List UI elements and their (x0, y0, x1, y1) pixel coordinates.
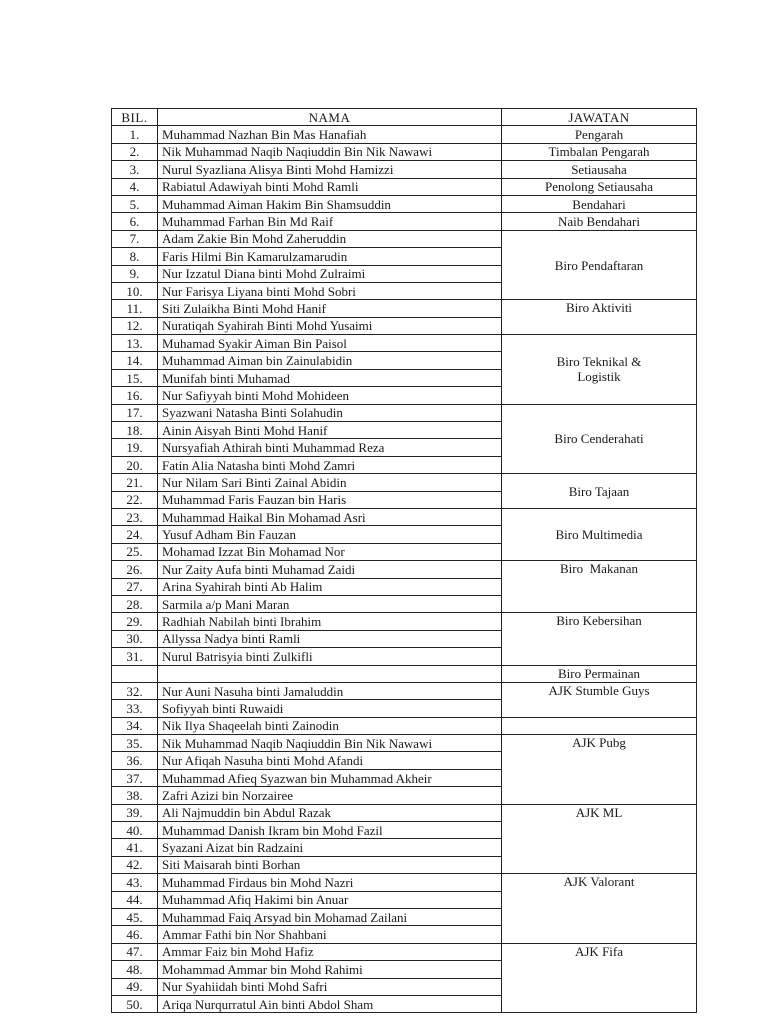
cell-bil: 7. (112, 230, 158, 247)
cell-jawatan: AJK Valorant (502, 874, 697, 944)
cell-bil: 29. (112, 613, 158, 630)
table-row (112, 735, 697, 752)
cell-nama: Nik Muhammad Naqib Naqiuddin Bin Nik Nawawi (158, 735, 502, 752)
cell-bil: 32. (112, 682, 158, 699)
cell-nama: Nur Zaity Aufa binti Muhamad Zaidi (158, 561, 502, 578)
cell-nama: Syazani Aizat bin Radzaini (158, 839, 502, 856)
table-row (112, 561, 697, 578)
cell-bil: 36. (112, 752, 158, 769)
cell-nama: Allyssa Nadya binti Ramli (158, 630, 502, 647)
cell-bil: 22. (112, 491, 158, 508)
cell-nama: Sarmila a/p Mani Maran (158, 595, 502, 612)
cell-bil: 44. (112, 891, 158, 908)
cell-bil: 40. (112, 822, 158, 839)
cell-nama: Arina Syahirah binti Ab Halim (158, 578, 502, 595)
cell-jawatan: AJK ML (502, 804, 697, 874)
cell-bil: 9. (112, 265, 158, 282)
cell-bil: 47. (112, 943, 158, 960)
header-bil: BIL. (112, 109, 158, 126)
cell-nama: Nur Afiqah Nasuha binti Mohd Afandi (158, 752, 502, 769)
cell-jawatan: Biro Kebersihan (502, 613, 697, 665)
cell-jawatan (502, 717, 697, 734)
cell-jawatan: Timbalan Pengarah (502, 143, 697, 160)
cell-nama: Muhammad Faiq Arsyad bin Mohamad Zailani (158, 908, 502, 925)
cell-bil: 1. (112, 126, 158, 143)
cell-bil (112, 665, 158, 682)
cell-bil: 30. (112, 630, 158, 647)
cell-nama: Fatin Alia Natasha binti Mohd Zamri (158, 456, 502, 473)
cell-nama: Yusuf Adham Bin Fauzan (158, 526, 502, 543)
cell-nama: Nur Farisya Liyana binti Mohd Sobri (158, 282, 502, 299)
table-row (112, 665, 697, 682)
cell-bil: 17. (112, 404, 158, 421)
cell-nama: Nur Auni Nasuha binti Jamaluddin (158, 682, 502, 699)
cell-nama: Ainin Aisyah Binti Mohd Hanif (158, 422, 502, 439)
cell-bil: 8. (112, 248, 158, 265)
cell-jawatan: AJK Fifa (502, 943, 697, 1013)
table-header-row (112, 109, 697, 126)
cell-nama: Siti Maisarah binti Borhan (158, 856, 502, 873)
cell-nama: Mohamad Izzat Bin Mohamad Nor (158, 543, 502, 560)
cell-nama: Sofiyyah binti Ruwaidi (158, 700, 502, 717)
cell-bil: 14. (112, 352, 158, 369)
table-row (112, 508, 697, 525)
cell-nama: Munifah binti Muhamad (158, 369, 502, 386)
cell-nama: Muhammad Firdaus bin Mohd Nazri (158, 874, 502, 891)
cell-jawatan: Biro Aktiviti (502, 300, 697, 335)
cell-nama: Ariqa Nurqurratul Ain binti Abdol Sham (158, 995, 502, 1012)
table-row (112, 126, 697, 143)
cell-jawatan: Biro Multimedia (502, 508, 697, 560)
cell-nama: Ammar Fathi bin Nor Shahbani (158, 926, 502, 943)
cell-nama: Zafri Azizi bin Norzairee (158, 787, 502, 804)
table-row (112, 178, 697, 195)
cell-nama: Radhiah Nabilah binti Ibrahim (158, 613, 502, 630)
cell-nama: Muhamad Syakir Aiman Bin Paisol (158, 335, 502, 352)
cell-bil: 21. (112, 474, 158, 491)
cell-jawatan: Pengarah (502, 126, 697, 143)
cell-bil: 35. (112, 735, 158, 752)
cell-nama: Rabiatul Adawiyah binti Mohd Ramli (158, 178, 502, 195)
cell-bil: 2. (112, 143, 158, 160)
cell-nama: Nik Ilya Shaqeelah binti Zainodin (158, 717, 502, 734)
cell-jawatan: Bendahari (502, 195, 697, 212)
cell-bil: 13. (112, 335, 158, 352)
cell-nama: Muhammad Afieq Syazwan bin Muhammad Akheir (158, 769, 502, 786)
table-row (112, 804, 697, 821)
cell-bil: 38. (112, 787, 158, 804)
cell-nama: Adam Zakie Bin Mohd Zaheruddin (158, 230, 502, 247)
table-row (112, 717, 697, 734)
cell-bil: 50. (112, 995, 158, 1012)
cell-bil: 26. (112, 561, 158, 578)
cell-nama: Nursyafiah Athirah binti Muhammad Reza (158, 439, 502, 456)
table-row (112, 682, 697, 699)
table-row (112, 335, 697, 352)
cell-jawatan: Setiausaha (502, 161, 697, 178)
cell-nama: Muhammad Aiman Hakim Bin Shamsuddin (158, 195, 502, 212)
cell-nama: Ali Najmuddin bin Abdul Razak (158, 804, 502, 821)
cell-nama: Muhammad Aiman bin Zainulabidin (158, 352, 502, 369)
cell-jawatan: Biro Makanan (502, 561, 697, 613)
cell-jawatan: Biro Pendaftaran (502, 230, 697, 300)
cell-bil: 5. (112, 195, 158, 212)
cell-bil: 3. (112, 161, 158, 178)
cell-jawatan: Biro Teknikal & Logistik (502, 335, 697, 405)
cell-bil: 23. (112, 508, 158, 525)
cell-jawatan: Penolong Setiausaha (502, 178, 697, 195)
cell-bil: 24. (112, 526, 158, 543)
cell-nama: Muhammad Haikal Bin Mohamad Asri (158, 508, 502, 525)
cell-jawatan: AJK Stumble Guys (502, 682, 697, 717)
cell-bil: 19. (112, 439, 158, 456)
cell-jawatan: Naib Bendahari (502, 213, 697, 230)
cell-bil: 43. (112, 874, 158, 891)
cell-jawatan: Biro Cenderahati (502, 404, 697, 474)
cell-bil: 28. (112, 595, 158, 612)
table-row (112, 474, 697, 491)
cell-bil: 12. (112, 317, 158, 334)
cell-nama: Nur Nilam Sari Binti Zainal Abidin (158, 474, 502, 491)
cell-nama: Siti Zulaikha Binti Mohd Hanif (158, 300, 502, 317)
cell-nama: Ammar Faiz bin Mohd Hafiz (158, 943, 502, 960)
header-jawatan: JAWATAN (502, 109, 697, 126)
cell-bil: 20. (112, 456, 158, 473)
table-row (112, 195, 697, 212)
cell-nama: Muhammad Farhan Bin Md Raif (158, 213, 502, 230)
cell-nama: Muhammad Danish Ikram bin Mohd Fazil (158, 822, 502, 839)
cell-nama: Nur Syahiidah binti Mohd Safri (158, 978, 502, 995)
cell-bil: 25. (112, 543, 158, 560)
cell-bil: 48. (112, 961, 158, 978)
cell-bil: 42. (112, 856, 158, 873)
cell-nama: Faris Hilmi Bin Kamarulzamarudin (158, 248, 502, 265)
cell-bil: 4. (112, 178, 158, 195)
cell-nama: Nurul Batrisyia binti Zulkifli (158, 648, 502, 665)
cell-bil: 49. (112, 978, 158, 995)
cell-bil: 18. (112, 422, 158, 439)
cell-nama (158, 665, 502, 682)
cell-bil: 45. (112, 908, 158, 925)
cell-nama: Syazwani Natasha Binti Solahudin (158, 404, 502, 421)
cell-bil: 41. (112, 839, 158, 856)
cell-bil: 46. (112, 926, 158, 943)
table-row (112, 230, 697, 247)
cell-bil: 34. (112, 717, 158, 734)
table-row (112, 943, 697, 960)
cell-jawatan: AJK Pubg (502, 735, 697, 805)
cell-bil: 6. (112, 213, 158, 230)
cell-nama: Nuratiqah Syahirah Binti Mohd Yusaimi (158, 317, 502, 334)
table-row (112, 613, 697, 630)
cell-nama: Muhammad Afiq Hakimi bin Anuar (158, 891, 502, 908)
cell-nama: Nur Izzatul Diana binti Mohd Zulraimi (158, 265, 502, 282)
committee-table (111, 108, 697, 1013)
table-row (112, 874, 697, 891)
header-nama: NAMA (158, 109, 502, 126)
cell-bil: 37. (112, 769, 158, 786)
cell-nama: Muhammad Nazhan Bin Mas Hanafiah (158, 126, 502, 143)
cell-jawatan: Biro Permainan (502, 665, 697, 682)
cell-bil: 15. (112, 369, 158, 386)
cell-nama: Nik Muhammad Naqib Naqiuddin Bin Nik Nawawi (158, 143, 502, 160)
cell-bil: 16. (112, 387, 158, 404)
cell-nama: Mohammad Ammar bin Mohd Rahimi (158, 961, 502, 978)
table-row (112, 143, 697, 160)
cell-bil: 39. (112, 804, 158, 821)
table-row (112, 404, 697, 421)
cell-nama: Nurul Syazliana Alisya Binti Mohd Hamizzi (158, 161, 502, 178)
cell-jawatan: Biro Tajaan (502, 474, 697, 509)
cell-bil: 11. (112, 300, 158, 317)
table-row (112, 213, 697, 230)
cell-bil: 10. (112, 282, 158, 299)
cell-bil: 31. (112, 648, 158, 665)
table-row (112, 161, 697, 178)
cell-nama: Muhammad Faris Fauzan bin Haris (158, 491, 502, 508)
cell-bil: 27. (112, 578, 158, 595)
cell-bil: 33. (112, 700, 158, 717)
cell-nama: Nur Safiyyah binti Mohd Mohideen (158, 387, 502, 404)
table-row (112, 300, 697, 317)
